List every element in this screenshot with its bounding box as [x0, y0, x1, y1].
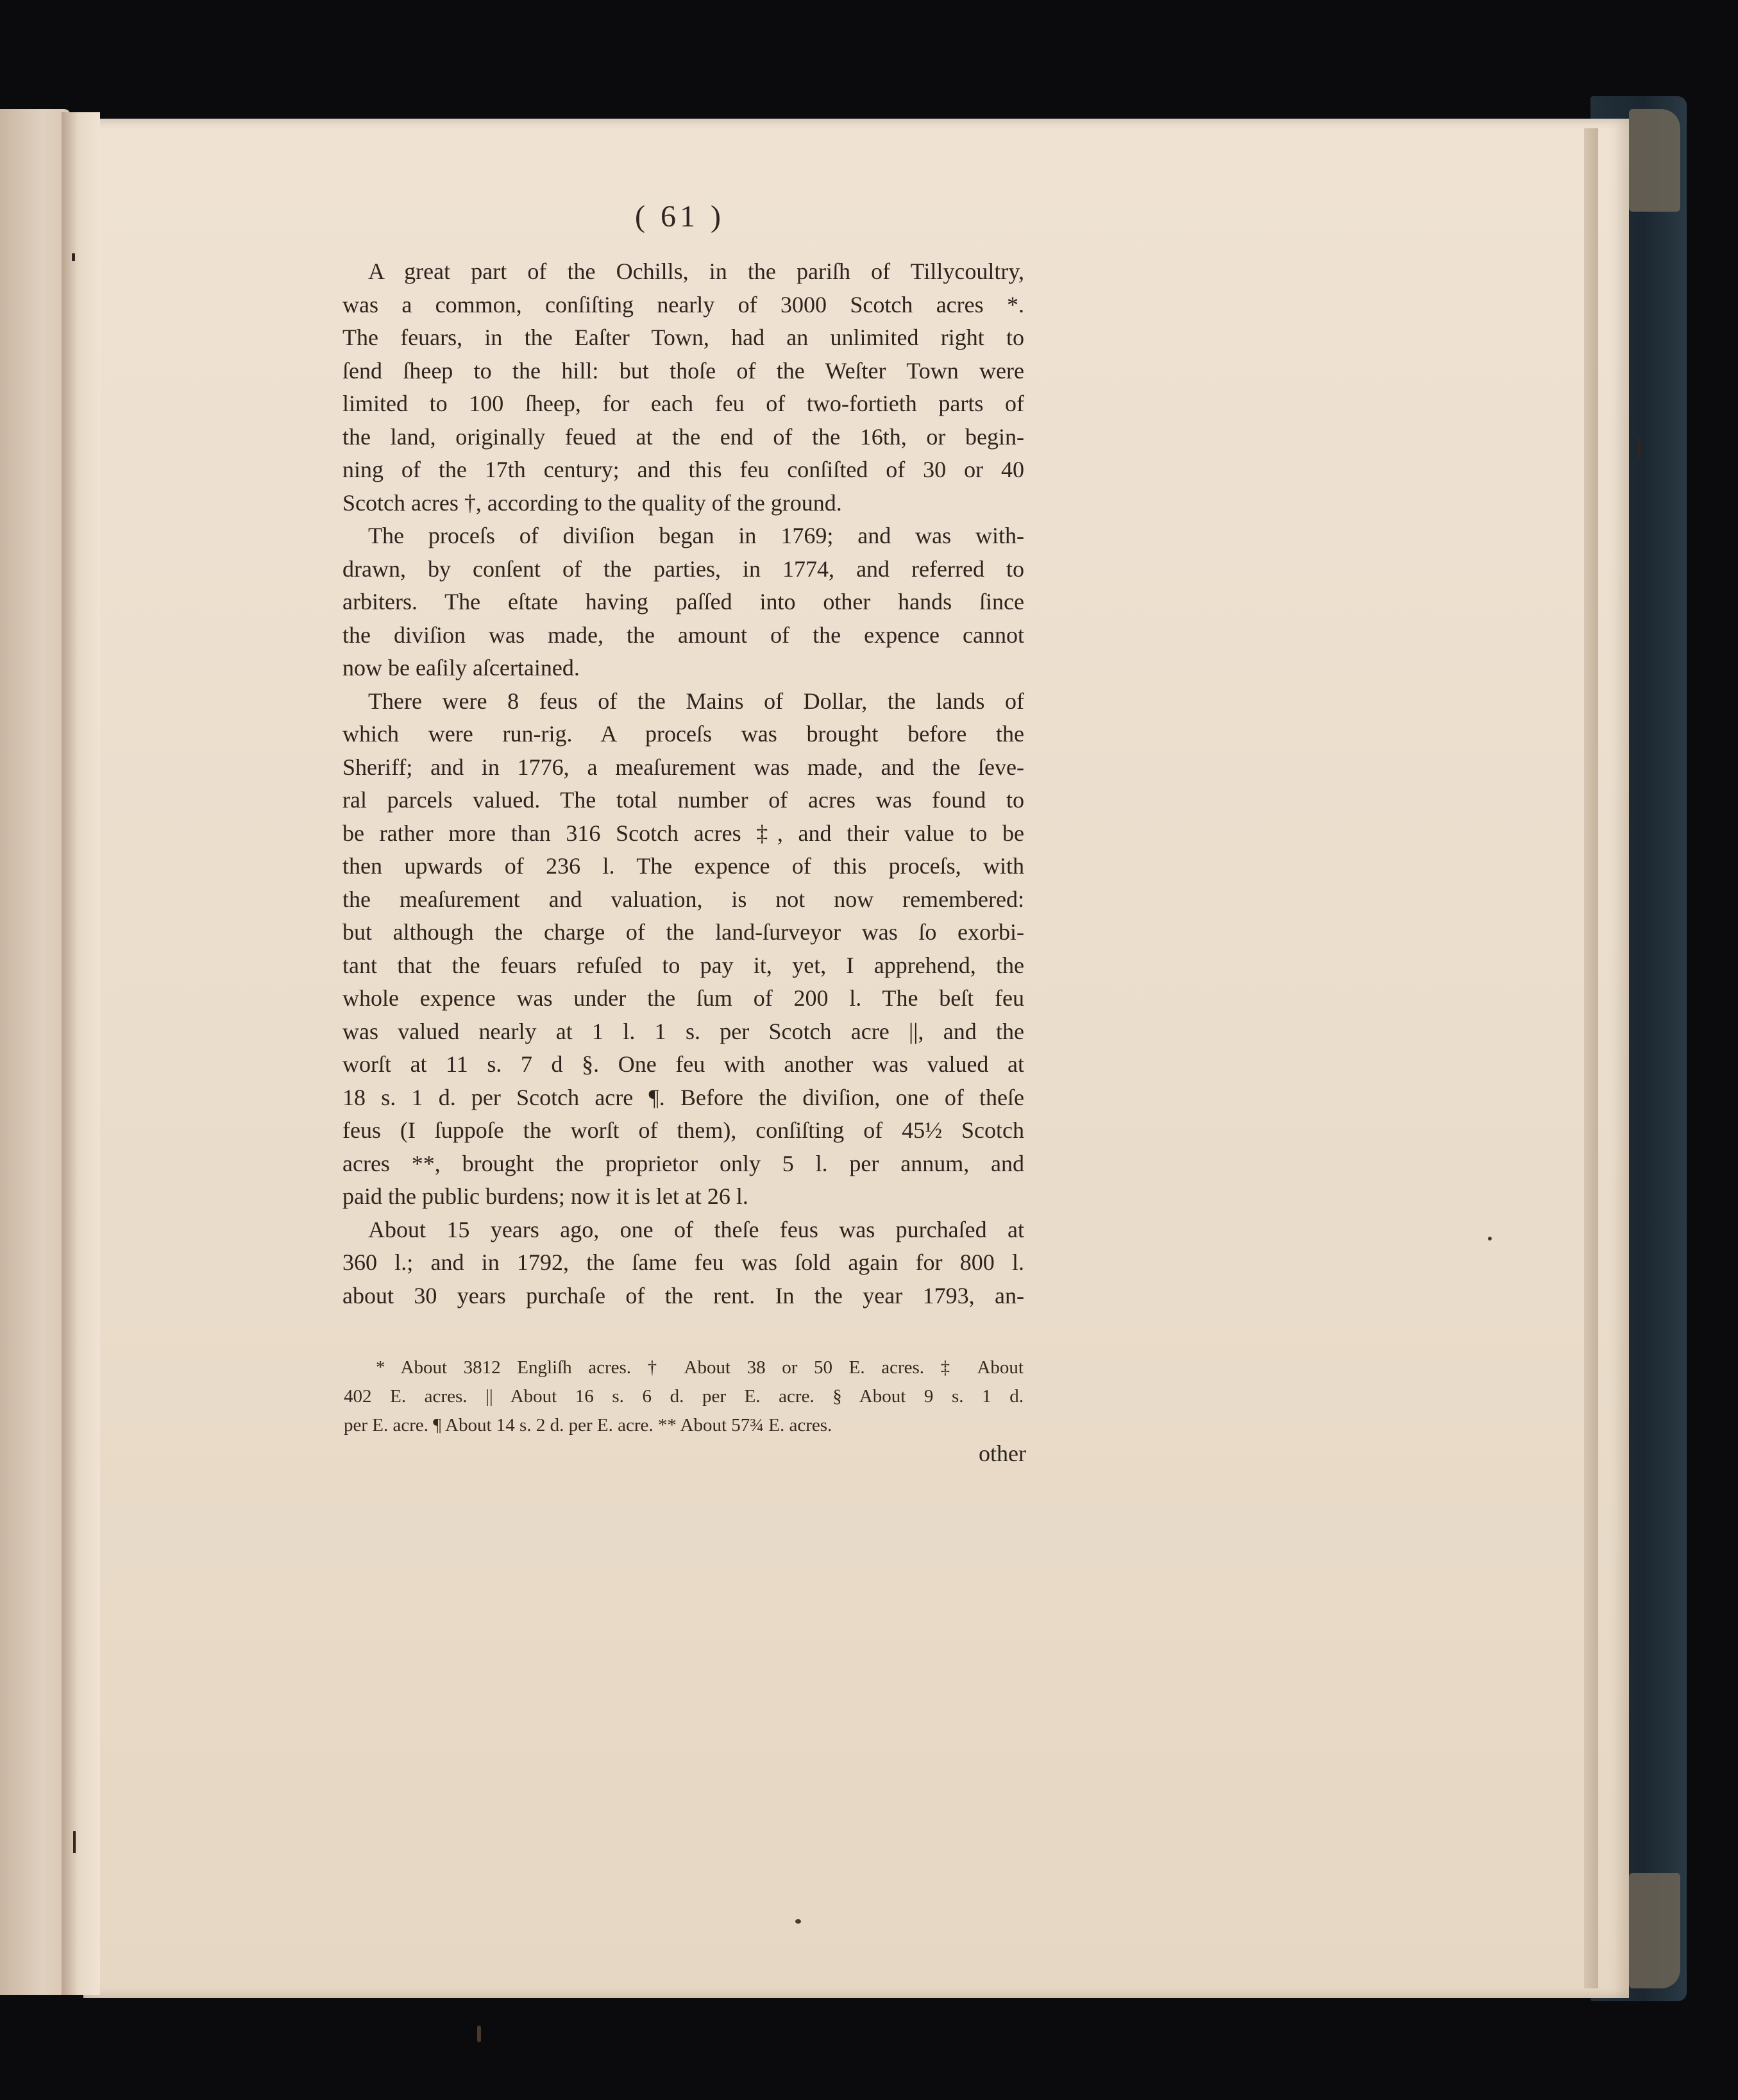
- text-line: The proceſs of diviſion began in 1769; and was with-: [368, 523, 1024, 548]
- text-line: ning of the 17th century; and this feu conſiſted of 30 or 40: [342, 457, 1024, 482]
- paper-speck: [1488, 1237, 1492, 1241]
- footnote-line: 402 E. acres. || About 16 s. 6 d. per E. acre. § About 9 s. 1 d.: [344, 1386, 1024, 1407]
- text-line: ſend ſheep to the hill: but thoſe of the Weſter Town were: [342, 357, 1024, 384]
- cover-corner-top: [1629, 109, 1680, 212]
- paper-speck: [795, 1919, 801, 1924]
- footnote-line: per E. acre. ¶ About 14 s. 2 d. per E. acre. ** About 57¾ E. acres.: [344, 1415, 832, 1435]
- cover-corner-bottom: [1629, 1873, 1680, 1988]
- text-line: There were 8 feus of the Mains of Dollar, the lands of: [368, 688, 1024, 714]
- text-line: A great part of the Ochills, in the pariſh of Tillycoultry,: [368, 258, 1024, 284]
- text-line: was valued nearly at 1 l. 1 s. per Scotch acre ||, and the: [342, 1018, 1024, 1044]
- footnote-line: * About 3812 Engliſh acres. † About 38 or 50 E. acres. ‡ About: [376, 1357, 1024, 1378]
- paragraph: [342, 520, 1024, 685]
- text-line: drawn, by conſent of the parties, in 1774, and referred to: [342, 555, 1024, 582]
- page-fore-edge: [1584, 128, 1598, 1988]
- page-gutter: [62, 112, 100, 1995]
- text-line: then upwards of 236 l. The expence of this proceſs, with: [342, 853, 1024, 879]
- text-line: feus (I ſuppoſe the worſt of them), conſiſting of 45½ Scotch: [342, 1117, 1024, 1143]
- text-line: The feuars, in the Eaſter Town, had an unlimited right to: [342, 325, 1024, 350]
- text-line: worſt at 11 s. 7 d §. One feu with another was valued at: [342, 1051, 1024, 1077]
- text-line: now be eaſily aſcertained.: [342, 655, 580, 681]
- paragraph: [342, 255, 1024, 520]
- text-line: arbiters. The eſtate having paſſed into other hands ſince: [342, 589, 1024, 614]
- text-line: limited to 100 ſheep, for each feu of two-fortieth parts of: [342, 391, 1024, 416]
- catchword: other: [979, 1441, 1026, 1466]
- paragraph: [342, 1214, 1024, 1313]
- text-line: the diviſion was made, the amount of the expence cannot: [342, 622, 1024, 648]
- text-line: Scotch acres †, according to the quality of the ground.: [342, 489, 842, 516]
- text-line: the land, originally feued at the end of the 16th, or begin-: [342, 423, 1024, 450]
- left-margin-mark: [73, 1831, 76, 1853]
- text-line: paid the public burdens; now it is let at 26 l.: [342, 1183, 748, 1209]
- text-line: tant that the feuars refuſed to pay it, yet, I apprehend, the: [342, 952, 1024, 978]
- text-line: about 30 years purchaſe of the rent. In the year 1793, an-: [342, 1282, 1024, 1308]
- text-line: which were run-rig. A proceſs was brought before the: [342, 721, 1024, 747]
- paragraph: [342, 685, 1024, 1214]
- paper-speck: [477, 2026, 481, 2042]
- facing-page-edge: [0, 109, 71, 1995]
- text-line: the meaſurement and valuation, is not now remembered:: [342, 886, 1024, 912]
- text-line: whole expence was under the ſum of 200 l. The beſt feu: [342, 985, 1024, 1011]
- page-number: ( 61 ): [635, 199, 725, 233]
- text-line: About 15 years ago, one of theſe feus was purchaſed at: [368, 1216, 1024, 1242]
- text-line: Sheriff; and in 1776, a meaſurement was made, and the ſeve-: [342, 754, 1024, 780]
- body-text: [342, 255, 1024, 1312]
- text-line: but although the charge of the land-ſurveyor was ſo exorbi-: [342, 919, 1024, 945]
- right-margin-mark: [1638, 437, 1641, 459]
- text-line: ral parcels valued. The total number of acres was found to: [342, 787, 1024, 813]
- text-line: 18 s. 1 d. per Scotch acre ¶. Before the diviſion, one of theſe: [342, 1084, 1024, 1110]
- left-margin-mark: [72, 253, 75, 261]
- text-line: was a common, conſiſting nearly of 3000 Scotch acres *.: [342, 291, 1024, 318]
- text-line: 360 l.; and in 1792, the ſame feu was ſold again for 800 l.: [342, 1249, 1024, 1275]
- text-line: acres **, brought the proprietor only 5 l. per annum, and: [342, 1150, 1024, 1176]
- footnotes: [344, 1353, 1024, 1440]
- text-line: be rather more than 316 Scotch acres ‡, and their value to be: [342, 820, 1024, 846]
